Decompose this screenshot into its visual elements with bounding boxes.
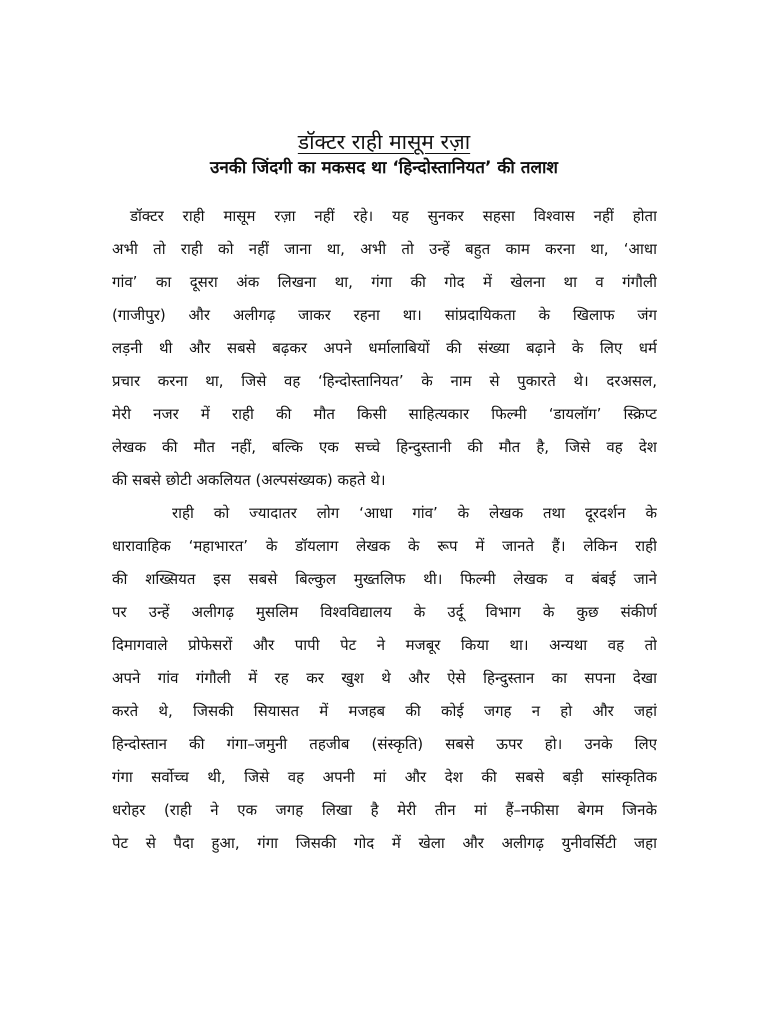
paragraph-1-line: लेखक की मौत नहीं, बल्कि एक सच्चे हिन्दुस्तानी की मौत है, जिसे वह देश xyxy=(112,438,657,456)
paragraph-2-line: राही को ज्यादातर लोग ‘आधा गांव’ के लेखक तथा दूरदर्शन के xyxy=(172,504,657,522)
paragraph-2-line: की शख्सियत इस सबसे बिल्कुल मुख्तलिफ थी। फिल्मी लेखक व बंबई जाने xyxy=(112,570,657,588)
paragraph-2-line: हिन्दोस्तान की गंगा–जमुनी तहजीब (संस्कृति) सबसे ऊपर हो। उनके लिए xyxy=(112,735,657,753)
article-body xyxy=(112,200,657,860)
paragraph-2-line: अपने गांव गंगौली में रह कर खुश थे और ऐसे हिन्दुस्तान का सपना देखा xyxy=(112,669,657,687)
document-subtitle: उनकी जिंदगी का मकसद था ‘हिन्दोस्तानियत’ की तलाश xyxy=(210,158,558,178)
paragraph-1-line: लड़नी थी और सबसे बढ़कर अपने धर्मालाबियों की संख्या बढ़ाने के लिए धर्म xyxy=(112,339,657,357)
paragraph-2-line: करते थे, जिसकी सियासत में मजहब की कोई जगह न हो और जहां xyxy=(112,702,657,720)
document-title-text: डॉक्टर राही मासूम रज़ा xyxy=(297,130,471,154)
paragraph-1-line: अभी तो राही को नहीं जाना था, अभी तो उन्हें बहुत काम करना था, ‘आधा xyxy=(112,240,657,258)
paragraph-2-line: धारावाहिक ‘महाभारत’ के डॉयलाग लेखक के रूप में जानते हैं। लेकिन राही xyxy=(112,537,657,555)
paragraph-1-line: मेरी नजर में राही की मौत किसी साहित्यकार फिल्मी ‘डायलॉग’ स्क्रिप्ट xyxy=(112,405,657,423)
paragraph-1-line: डॉक्टर राही मासूम रज़ा नहीं रहे। यह सुनकर सहसा विश्वास नहीं होता xyxy=(130,207,657,225)
document-title xyxy=(0,128,768,156)
paragraph-2-line: दिमागवाले प्रोफेसरों और पापी पेट ने मजबूर किया था। अन्यथा वह तो xyxy=(112,636,657,654)
paragraph-1-line: (गाजीपुर) और अलीगढ़ जाकर रहना था। सांप्रदायिकता के खिलाफ जंग xyxy=(112,306,657,324)
paragraph-2-line: धरोहर (राही ने एक जगह लिखा है मेरी तीन मां हैं–नफीसा बेगम जिनके xyxy=(112,801,657,819)
paragraph-2-line: पेट से पैदा हुआ, गंगा जिसकी गोद में खेला और अलीगढ़ युनीवर्सिटी जहा xyxy=(112,834,657,852)
paragraph-2-line: गंगा सर्वोच्च थी, जिसे वह अपनी मां और देश की सबसे बड़ी सांस्कृतिक xyxy=(112,768,657,786)
paragraph-1-line: गांव’ का दूसरा अंक लिखना था, गंगा की गोद में खेलना था व गंगौली xyxy=(112,273,657,291)
paragraph-1-line: प्रचार करना था, जिसे वह ‘हिन्दोस्तानियत’ के नाम से पुकारते थे। दरअसल, xyxy=(112,372,657,390)
paragraph-1-line: की सबसे छोटी अकलियत (अल्पसंख्यक) कहते थे। xyxy=(112,471,386,489)
paragraph-2-line: पर उन्हें अलीगढ़ मुसलिम विश्वविद्यालय के उर्दू विभाग के कुछ संकीर्ण xyxy=(112,603,657,621)
